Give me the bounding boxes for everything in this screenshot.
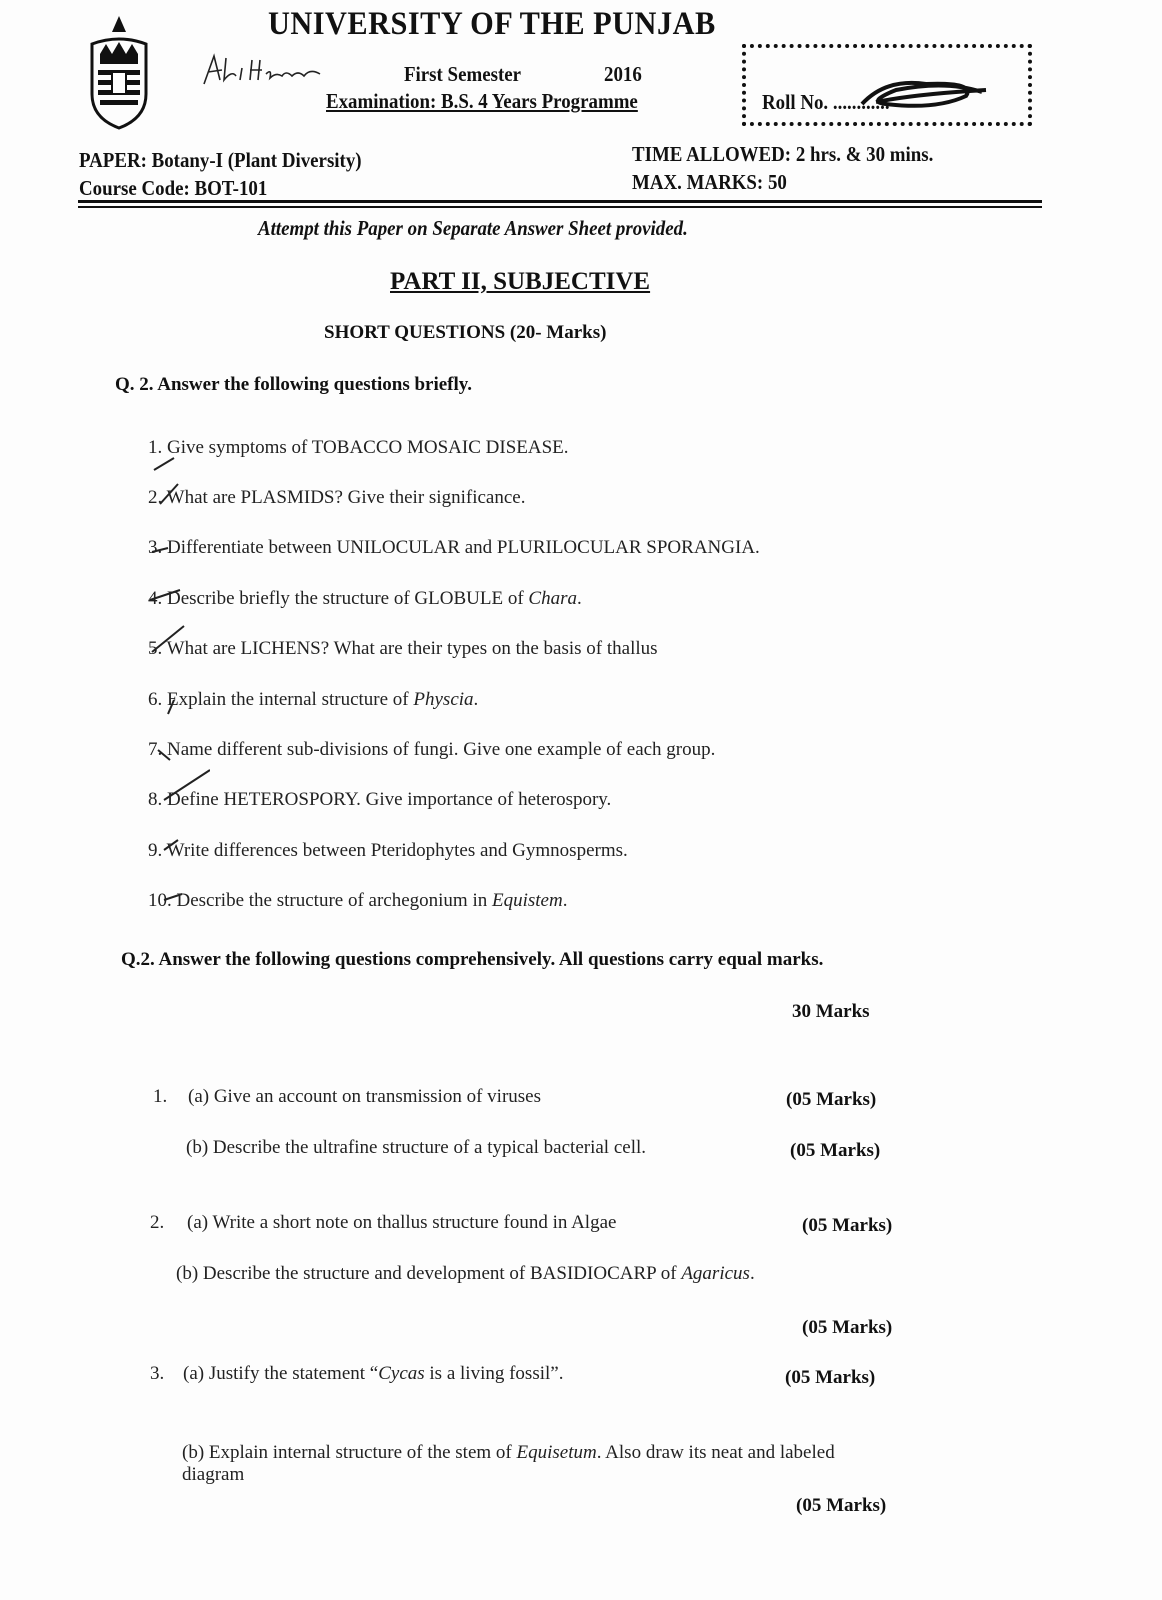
instruction: Attempt this Paper on Separate Answer Sheet provided. [258,216,688,240]
short-question-item [148,588,582,610]
short-question-item [148,840,628,862]
question-text: (a) Give an account on transmission of viruses [188,1086,541,1107]
question-text: Name different sub-divisions of fungi. Give one example of each group. [167,739,716,760]
question-text: Give symptoms of TOBACCO MOSAIC DISEASE. [167,437,569,458]
question-number: 6. [148,689,163,710]
question-text-end: . [577,588,582,609]
question-text: (b) Describe the structure and development of BASIDIOCARP of Agaricus. [176,1263,755,1284]
header-divider-thin [78,206,1042,208]
question-number: 2. [150,1212,165,1233]
time-allowed: TIME ALLOWED: 2 hrs. & 30 mins. [632,142,934,166]
short-question-item [148,437,569,459]
short-question-item [148,537,760,559]
question-text: (a) Justify the statement “Cycas is a living fossil”. [183,1363,564,1384]
university-title: UNIVERSITY OF THE PUNJAB [268,6,716,42]
question-text: What are LICHENS? What are their types on the basis of thallus [166,638,658,659]
question-number: 3. [150,1363,165,1384]
question-text: What are PLASMIDS? Give their significance. [166,487,526,508]
question-number: 8. [148,789,163,810]
question-italic-term: Chara [528,588,577,609]
year: 2016 [604,62,642,86]
short-question-item [148,638,658,660]
part-title: PART II, SUBJECTIVE [390,268,651,295]
question-number: 2. [148,487,163,508]
max-marks: MAX. MARKS: 50 [632,170,787,194]
question-marks: (05 Marks) [786,1089,877,1110]
tick-marks-handwritten [140,430,210,930]
handwritten-signature [200,50,330,90]
question-marks: (05 Marks) [802,1317,893,1338]
question-text: (b) Explain internal structure of the stem of Equisetum. Also draw its neat and labeled [182,1442,835,1463]
short-questions-heading: SHORT QUESTIONS (20- Marks) [324,322,607,343]
roll-number-scribble [856,74,996,114]
course-code: Course Code: BOT-101 [79,176,268,200]
question-text: (b) Describe the ultrafine structure of a typical bacterial cell. [186,1137,646,1158]
question-number: 1. [153,1086,168,1107]
question-number: 7. [148,739,163,760]
short-question-item [148,739,715,761]
question-number: 5. [148,638,163,659]
paper-name: PAPER: Botany-I (Plant Diversity) [79,148,362,172]
semester: First Semester [404,62,522,86]
question-marks: (05 Marks) [790,1140,881,1161]
question-italic-term: Equistem [492,890,563,911]
question-number: 3. [148,537,163,558]
short-question-item [148,890,567,912]
roll-number-label: Roll No. ............ [762,90,890,114]
question-text: Define HETEROSPORY. Give importance of heterospory. [167,789,612,810]
q2-heading: Q. 2. Answer the following questions briefly. [115,374,472,395]
question-text: Differentiate between UNILOCULAR and PLURILOCULAR SPORANGIA. [167,537,760,558]
short-question-item [148,789,611,811]
question-text: Write differences between Pteridophytes and Gymnosperms. [166,840,628,861]
total-marks: 30 Marks [792,1001,870,1022]
header-divider [78,200,1042,203]
question-number: 1. [148,437,163,458]
university-crest-logo [86,14,152,130]
question-marks: (05 Marks) [796,1495,887,1516]
question-text: (a) Write a short note on thallus structure found in Algae [187,1212,617,1233]
question-number: 9. [148,840,163,861]
question-italic-term: Physcia [413,689,474,710]
question-text-end: . [562,890,568,911]
long-questions-heading: Q.2. Answer the following questions comprehensively. All questions carry equal marks. [121,949,824,970]
question-number: 4. [148,588,163,609]
question-marks: (05 Marks) [785,1367,876,1388]
question-text: Explain the internal structure of [167,689,414,710]
question-number: 10. [148,890,172,911]
question-text: Describe the structure of archegonium in [176,890,492,911]
question-text-end: . [473,689,479,710]
question-text: Describe briefly the structure of GLOBULE of [167,588,529,609]
examination: Examination: B.S. 4 Years Programme [326,89,638,113]
question-text-line2: diagram [182,1464,245,1485]
question-marks: (05 Marks) [802,1215,893,1236]
